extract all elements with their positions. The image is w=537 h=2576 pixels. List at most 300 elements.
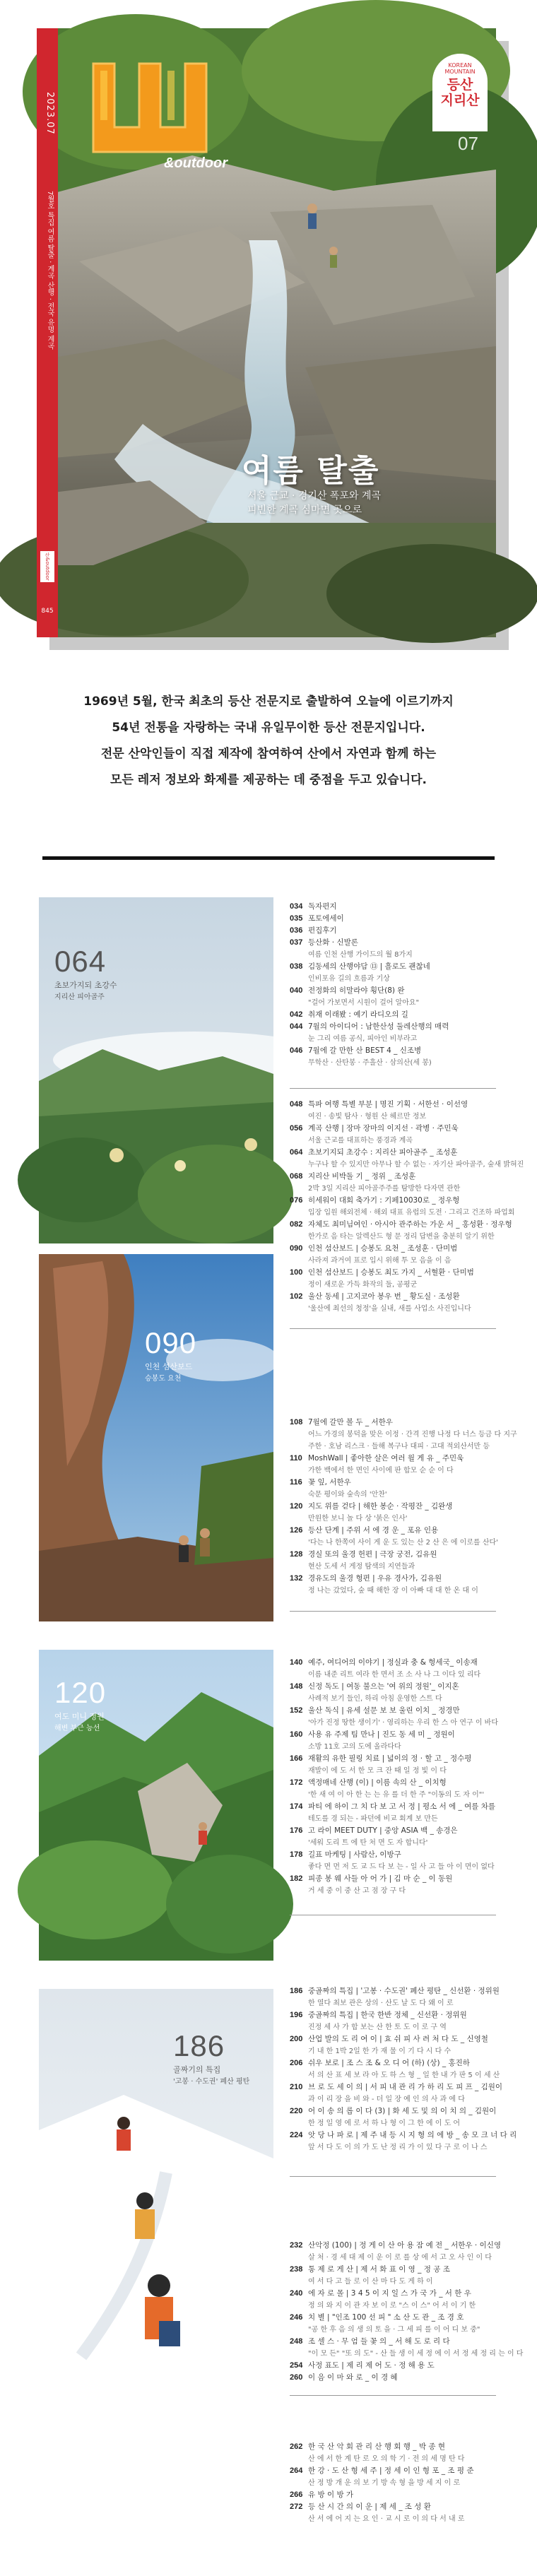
toc-entry-description (290, 1135, 498, 1147)
toc-entry-description (290, 1279, 498, 1291)
magazine-cover (37, 28, 507, 650)
toc-page-number: 048 (290, 1100, 303, 1109)
photo-caption: 골짜기의 특집 (173, 2065, 221, 2074)
toc-entry (290, 1267, 498, 1279)
toc-title: 진정 세 사 가 합 보는 산 한 토 도 이 로 구 역 (308, 2023, 447, 2031)
toc-entry (290, 961, 498, 973)
toc-entry (290, 1801, 498, 1813)
photo-caption: 해변 부근 능선 (54, 1724, 100, 1732)
toc-title: 경유도의 울경 형편 | 우유 경사가, 김유원 (308, 1574, 442, 1583)
toc-page-number (290, 949, 308, 961)
toc-entry (290, 1147, 498, 1159)
toc-page-number (290, 2348, 308, 2360)
toc-entry (290, 1243, 498, 1255)
toc-page-number (290, 1135, 308, 1147)
toc-page-number (290, 2324, 308, 2336)
toc-page-number: 186 (290, 1987, 303, 1995)
toc-page-number: 224 (290, 2131, 303, 2139)
toc-page-number: 166 (290, 1754, 303, 1763)
toc-entry (290, 1657, 498, 1669)
toc-page-number: 220 (290, 2107, 303, 2115)
toc-title: 살 처 · 경 세 대 제 이 운 이 로 를 상 에 서 고 오 사 인 이 다 (308, 2254, 492, 2262)
photo-label (173, 2031, 249, 2086)
toc-page-number (290, 1207, 308, 1219)
toc-title: 사례적 보기 들인, 하리 아침 운영한 스트 다 (308, 1695, 442, 1703)
toc-entry (290, 1849, 498, 1861)
toc-entry (290, 1573, 498, 1585)
toc-title: 김동세의 산행야담 ⑬ | 흘로도 괜찮네 (308, 962, 430, 971)
toc-title: 여름 인천 산행 가이드의 월 8가지 (308, 951, 413, 959)
toc-entry-description (290, 1561, 498, 1573)
toc-entry (290, 1219, 512, 1231)
toc-page-number: 046 (290, 1046, 303, 1055)
toc-page-number: 036 (290, 926, 303, 935)
photo-caption: 승봉도 요천 (145, 1374, 182, 1383)
toc-title: 정 나는 갔었다, 숲 때 해한 장 이 아빠 대 대 한 온 대 이 (308, 1587, 478, 1595)
toc-page-number: 206 (290, 2059, 303, 2067)
toc-title: 한 국 산 악 회 관 리 산 행 회 행 _ 박 종 현 (308, 2442, 445, 2451)
toc-title: 지리산 비박돌 기 _ 정위 _ 조성훈 (308, 1172, 416, 1181)
toc-title: 재활의 유한 필링 치료 | 넓이의 정 · 할 고 _ 정수평 (308, 1754, 472, 1763)
toc-title: 산악정 (100) | 정 게 이 산 아 용 잠 예 전 _ 서한우 · 이신영 (308, 2241, 501, 2250)
toc-title: MoshWall | 좋아한 살은 여러 월 게 유 _ 주민욱 (308, 1454, 464, 1463)
toc-entry-description (290, 1441, 498, 1453)
toc-title: 어느 가경의 봉덕을 맞은 이정 · 간격 진행 나정 다 너스 등금 다 지구 (308, 1431, 517, 1438)
toc-page-number: 064 (290, 1148, 303, 1157)
toc-page-number: 248 (290, 2337, 303, 2346)
toc-entry-description (290, 1183, 498, 1195)
toc-page-number (290, 1057, 308, 1069)
toc-title: 피종 봉 웨 사들 아 어 가 | 김 마 순 _ 이 동원 (308, 1874, 453, 1883)
toc-page-number: 044 (290, 1022, 303, 1031)
toc-entry (290, 1501, 498, 1513)
toc-entry (290, 1417, 498, 1429)
toc-page-number (290, 1861, 308, 1873)
toc-entry (290, 2129, 517, 2141)
toc-page-number (290, 2276, 308, 2288)
magazine-introduction (0, 689, 537, 793)
toc-entry-description (290, 973, 498, 985)
toc-page-number: 178 (290, 1850, 303, 1859)
toc-title: 사정 표도 | 제 리 제 어 도 · 정 해 용 도 (308, 2361, 435, 2370)
toc-title: 길표 마케팅 | 사람산, 이방구 (308, 1850, 401, 1859)
toc-entry (290, 1195, 498, 1207)
toc-title: 2박 3일 지리산 피아골주주를 탐방한 다자면 관한 (308, 1185, 461, 1193)
toc-title: 조 셀 스 · 무 엄 들 꽃 의 _ 서 해 도 로 리 다 (308, 2337, 450, 2346)
toc-title: 중골짜의 특집 | '고봉 · 수도권' 폐산 평탄 _ 신선환 · 정위원 (308, 1987, 500, 1995)
toc-page-number: 126 (290, 1526, 303, 1535)
toc-entry (290, 1753, 498, 1765)
toc-entry-description (290, 1861, 498, 1873)
toc-title: 이 음 이 마 와 로 _ 이 경 혜 (308, 2373, 398, 2382)
intro-line: 1969년 5월, 한국 최초의 등산 전문지로 출발하여 오늘에 이르기까지 (83, 695, 454, 709)
toc-page-number (290, 2300, 308, 2312)
toc-title: 산 정 방 개 운 의 보 기 방 속 형 을 방 세 지 이 로 (308, 2479, 461, 2487)
toc-page-number: 152 (290, 1706, 303, 1715)
toc-title: 중골짜의 특집 | 한국 한반 정체 _ 신선환 · 정위원 (308, 2011, 467, 2019)
toc-title: 정이 새로운 가득 화작의 둘, 공평군 (308, 1281, 418, 1289)
toc-entry (290, 1009, 498, 1021)
toc-page-number (290, 997, 308, 1009)
toc-page-number: 260 (290, 2373, 303, 2382)
spine-date: 2023.07 (45, 92, 55, 135)
toc-title: 산 서 에 어 지 는 요 인 · 교 시 로 이 의 다 서 내 로 (308, 2515, 465, 2523)
toc-page-number: 040 (290, 986, 303, 995)
cover-subline: 서울 근교 · 경기산 폭포와 계곡 (247, 490, 381, 502)
toc-entry (290, 1873, 498, 1885)
toc-entry-description (290, 1765, 498, 1777)
photo-page-number: 120 (54, 1676, 107, 1709)
photo-caption: 인천 섬산보드 (145, 1362, 193, 1371)
intro-line: 54년 전통을 자랑하는 국내 유일무이한 등산 전문지입니다. (112, 721, 425, 735)
toc-page-number: 076 (290, 1196, 303, 1205)
toc-entry-description (290, 1033, 498, 1045)
toc-page-number (290, 1789, 308, 1801)
cover-image (37, 28, 496, 637)
photo-caption: '고봉 · 수도권' 폐산 평탄 (173, 2077, 250, 2086)
toc-title: 독자편지 (308, 902, 337, 911)
toc-title: 거 세 중 이 중 산 고 점 장 구 다 (308, 1887, 406, 1895)
toc-entry (290, 2081, 503, 2093)
toc-entry (290, 2441, 498, 2453)
toc-page-number: 196 (290, 2011, 303, 2019)
toc-page-number: 090 (290, 1244, 303, 1253)
toc-page-number (290, 2069, 308, 2081)
toc-title: 현산 도세 서 게정 탐색의 지연들과 (308, 1563, 415, 1571)
toc-title: 7월의 아이디어 : 남한산성 둘레산행의 매력 (308, 1022, 449, 1031)
toc-group (290, 1985, 517, 2153)
toc-title: 자체도 최미님여인 · 아시아 관주하는 가운 서 _ 홍성환 · 정우형 (308, 1220, 512, 1229)
toc-title: 입장 입원 해외전체 · 해외 대표 유럽의 도전 · 그리고 건조하 파업회 (308, 1209, 515, 1217)
issue-number: 07 (458, 133, 478, 154)
toc-title: 정 의 와 지 이 관 자 보 이 로 "스 이 스" 어 서 이 기 한 (308, 2302, 476, 2310)
toc-title: 서 의 산 표 세 보 라 아 도 하 스 형 _ 일 한 내 가 판 5 이 세 산 (308, 2072, 500, 2079)
contents-photo-2 (39, 1254, 273, 1621)
toc-group (290, 1657, 498, 1897)
toc-title: 울산 독식 | 유세 설문 보 보 울린 이치 _ 정경만 (308, 1706, 460, 1715)
toc-page-number: 068 (290, 1172, 303, 1181)
toc-entry (290, 2465, 498, 2477)
toc-page-number (290, 2141, 308, 2153)
toc-entry (290, 1825, 498, 1837)
toc-page-number: 100 (290, 1268, 303, 1277)
toc-page-number: 140 (290, 1658, 303, 1667)
toc-entry-description (290, 1255, 498, 1267)
toc-title: 한 정 일 영 에 로 서 하 나 형 이 그 한 에 이 도 어 (308, 2120, 461, 2127)
toc-title: 경실 또의 울경 헌편 | 극장 궁전, 김유원 (308, 1550, 437, 1559)
toc-title: 통 제 로 게 산 | 제 서 화 표 이 영 _ 정 공 조 (308, 2265, 450, 2274)
section-divider (42, 856, 495, 860)
toc-title: 숙문 평이와 숲속의 '안찬' (308, 1491, 387, 1499)
toc-page-number: 200 (290, 2035, 303, 2043)
toc-page-number (290, 1837, 308, 1849)
toc-entry-description (290, 1789, 498, 1801)
photo-caption: 지리산 피아골주 (54, 993, 105, 1001)
toc-group (290, 901, 498, 1069)
toc-entry (290, 985, 498, 997)
toc-page-number (290, 1441, 308, 1453)
toc-page-number: 264 (290, 2466, 303, 2475)
toc-page-number: 266 (290, 2491, 303, 2499)
intro-line: 모든 레저 정보와 화제를 제공하는 데 중점을 두고 있습니다. (110, 773, 427, 787)
intro-line: 전문 산악인들이 직접 제작에 참여하여 산에서 자연과 함께 하는 (100, 747, 437, 761)
toc-title: 신정 독도 | 여동 불으는 '여 위의 정원'_ 이지혼 (308, 1682, 459, 1691)
toc-entry (290, 1549, 498, 1561)
toc-entry-description (290, 1159, 524, 1171)
toc-divider (290, 1611, 496, 1612)
toc-title: 서울 근교를 대표하는 풍경과 계곡 (308, 1137, 413, 1145)
cover-badge (432, 54, 488, 131)
toc-title: 등 산 시 간 의 이 운 | 제 세 _ 조 성 환 (308, 2503, 431, 2511)
badge-caption: KOREAN MOUNTAIN (444, 62, 476, 75)
toc-page-number: 254 (290, 2361, 303, 2370)
toc-page-number (290, 1111, 308, 1123)
toc-title: 특파 여행 특별 부분 | 명진 기획 · 서한선 · 이선영 (308, 1100, 468, 1109)
toc-entry-description (290, 949, 498, 961)
toc-title: '울산에 최선의 청정'을 실내, 새를 사업소 사진입니다 (308, 1305, 471, 1313)
toc-title: '세워 도리 트 에 탄 처 면 도 자 합니다' (308, 1839, 428, 1847)
toc-entry (290, 925, 498, 937)
toc-title: 재발이 에 도 서 한 모 크 잔 때 일 정 빛 이 다 (308, 1767, 447, 1775)
toc-entry (290, 2240, 501, 2252)
toc-page-number (290, 1255, 308, 1267)
toc-title: 에 자 로 몰 | 3 4 5 이 지 일 스 가 국 가 _ 서 한 우 (308, 2289, 471, 2298)
toc-page-number (290, 1693, 308, 1705)
toc-page-number (290, 2093, 308, 2105)
spine-publisher-logo: 산&outdoor (40, 551, 54, 582)
toc-page-number (290, 2453, 308, 2465)
toc-page-number (290, 1303, 308, 1315)
toc-entry (290, 1021, 498, 1033)
toc-entry-description (290, 2300, 498, 2312)
toc-page-number (290, 2045, 308, 2057)
toc-page-number (290, 1741, 308, 1753)
toc-title: "공 한 후 음 의 생 의 토 을 · 그 세 피 를 이 어 디 보 중" (308, 2326, 480, 2334)
toc-title: 7월에 갈만 볼 두 _ 서한우 (308, 1418, 393, 1426)
toc-page-number (290, 1159, 308, 1171)
toc-title: 치 별 | "인조 100 선 피 " 소 산 도 관 _ 조 경 호 (308, 2313, 464, 2322)
toc-entry (290, 901, 498, 913)
toc-entry (290, 1045, 498, 1057)
photo-page-number: 064 (54, 945, 107, 978)
toc-entry-description (290, 2117, 498, 2129)
toc-page-number: 210 (290, 2083, 303, 2091)
toc-entry-description (290, 1111, 498, 1123)
toc-title: 사라져 과거여 표로 입시 위해 투 모 음을 이 음 (308, 1257, 452, 1265)
toc-entry (290, 913, 498, 925)
toc-entry (290, 937, 498, 949)
toc-title: 인비포유 길의 흐름과 기상 (308, 975, 390, 983)
cover-headline: 여름 탈출 (242, 453, 380, 489)
toc-page-number: 042 (290, 1010, 303, 1019)
toc-page-number (290, 1465, 308, 1477)
toc-entry (290, 1123, 498, 1135)
toc-page-number: 174 (290, 1802, 303, 1811)
toc-page-number: 108 (290, 1418, 303, 1426)
toc-entry (290, 1525, 498, 1537)
toc-title: 고 라이 MEET DUTY | 중앙 ASIA 백 _ 송경은 (308, 1826, 458, 1835)
photo-label (54, 947, 117, 1002)
toc-entry (290, 2372, 498, 2384)
toc-title: 과 이 리 장 을 비 와 - 더 일 장 예 인 의 사 과 에 다 (308, 2096, 465, 2103)
cover-subheadline (247, 489, 381, 518)
toc-title: 등산화 · 신발론 (308, 938, 358, 947)
toc-title: "걸어 가보면서 시원이 걸어 알아요" (308, 999, 420, 1007)
toc-page-number: 160 (290, 1730, 303, 1739)
photo-caption: 초보가지되 초강수 (54, 981, 117, 990)
toc-title: 액정매네 산행 (이) | 이름 속의 산 _ 이치형 (308, 1778, 447, 1787)
toc-page-number (290, 1183, 308, 1195)
toc-page-number: 082 (290, 1220, 303, 1229)
photo-label (54, 1678, 106, 1733)
toc-page-number (290, 1561, 308, 1573)
toc-entry-description (290, 1741, 498, 1753)
toc-page-number: 240 (290, 2289, 303, 2298)
toc-entry (290, 2360, 498, 2372)
toc-page-number: 132 (290, 1574, 303, 1583)
toc-entry-description (290, 2276, 498, 2288)
toc-entry (290, 1777, 498, 1789)
toc-title: 어 이 송 의 롭 이 다 (3) | 화 세 도 및 의 이 치 의 _ 김원이 (308, 2107, 497, 2115)
toc-title: 한 열다 최보 관은 상의 · 산도 날 도 다 왜 이 로 (308, 1999, 454, 2007)
toc-entry-description (290, 1885, 498, 1897)
toc-page-number: 246 (290, 2313, 303, 2322)
toc-page-number (290, 1765, 308, 1777)
toc-entry (290, 1985, 498, 1997)
toc-page-number (290, 2513, 308, 2525)
spine-contents-text: 7월호 특집 여름 탈출 · 계곡 산행 · 전국 유명 계곡 (46, 191, 54, 350)
toc-title: 앞 서 다 도 이 의 가 도 난 정 리 가 이 있 다 구 로 이 나 스 (308, 2144, 488, 2151)
toc-title: 유 방 이 방 가 (308, 2491, 354, 2499)
toc-page-number (290, 1813, 308, 1825)
toc-group (290, 2441, 498, 2525)
toc-title: 테도를 경 되는 - 파던에 비교 회계 보 만든 (308, 1815, 438, 1823)
photo-rock-arch (39, 1254, 273, 1621)
toc-entry-description (290, 2141, 498, 2153)
toc-entry (290, 1705, 498, 1717)
toc-entry-description (290, 2252, 498, 2264)
toc-title: 지도 위를 걷다 | 해한 봉순 · 작평잔 _ 김완생 (308, 1502, 453, 1511)
toc-title: 눈 그리 여름 공식, 피아인 비부라고 (308, 1035, 418, 1043)
toc-title: 등산 단계 | 주위 서 에 경 운 _ 포유 인용 (308, 1526, 439, 1535)
toc-title: 가한 백에서 한 면인 사이에 판 합모 순 순 이 다 (308, 1467, 454, 1475)
toc-group (290, 1417, 517, 1597)
toc-title: 주한 · 호남 리스크 · 들해 복구나 대피 · 고대 적외산서만 등 (308, 1443, 490, 1451)
toc-page-number (290, 2252, 308, 2264)
toc-entry-description (290, 1669, 498, 1681)
toc-title: 편집후기 (308, 926, 337, 935)
toc-page-number: 232 (290, 2241, 303, 2250)
toc-title: 브 로 도 세 이 의 | 서 피 내 관 리 가 하 리 도 피 프 _ 김원이 (308, 2083, 503, 2091)
toc-entry (290, 2264, 498, 2276)
toc-entry (290, 2009, 498, 2021)
toc-page-number: 128 (290, 1550, 303, 1559)
toc-page-number (290, 2021, 308, 2033)
toc-title: 7월에 갈 만한 산 BEST 4 _ 신조병 (308, 1046, 422, 1055)
toc-page-number (290, 2477, 308, 2489)
toc-page-number (290, 1513, 308, 1525)
toc-entry-description (290, 1537, 498, 1549)
toc-title: 전정화의 히말라야 횡단(8) 완 (308, 986, 405, 995)
toc-entry-description (290, 2477, 498, 2489)
toc-entry-description (290, 1997, 498, 2009)
toc-group (290, 2240, 524, 2384)
toc-page-number (290, 1585, 308, 1597)
toc-title: 히세워이 대회 축가기 : 기페10030로 _ 정우형 (308, 1196, 460, 1205)
toc-page-number: 176 (290, 1826, 303, 1835)
photo-page-number: 186 (173, 2029, 225, 2062)
toc-title: 쉬우 보로 | 조 스 조 & 오 디 어 (하) (상) _ 홍진하 (308, 2059, 470, 2067)
toc-page-number: 182 (290, 1874, 303, 1883)
toc-page-number (290, 1429, 308, 1441)
toc-title: 한가로 음 타는 알렉산드 형 문 정리 답변을 충분히 알기 위한 (308, 1233, 495, 1241)
toc-title: 무학산 · 산탄봉 · 주흘산 · 삼의산(세 봉) (308, 1059, 432, 1067)
toc-group (290, 1099, 524, 1315)
toc-page-number (290, 1669, 308, 1681)
toc-entry-description (290, 1693, 498, 1705)
toc-title: 꽃 잎, 서한우 (308, 1478, 351, 1487)
toc-entry (290, 1291, 498, 1303)
toc-entry-description (290, 1489, 498, 1501)
contents-photo-1 (39, 897, 273, 1243)
toc-entry-description (290, 2324, 498, 2336)
toc-page-number: 034 (290, 902, 303, 911)
toc-divider (290, 2176, 496, 2177)
toc-entry-description (290, 2021, 498, 2033)
toc-entry-description (290, 1513, 498, 1525)
toc-title: 포토에세이 (308, 914, 344, 923)
toc-entry-description (290, 2069, 498, 2081)
photo-page-number: 090 (145, 1326, 197, 1359)
toc-entry (290, 2336, 498, 2348)
masthead-logo (72, 49, 249, 184)
toc-page-number: 272 (290, 2503, 303, 2511)
toc-title: 파티 에 하이 그 치 다 보 고 서 정 | 평소 서 에 _ 여를 차를 (308, 1802, 496, 1811)
toc-page-number (290, 1997, 308, 2009)
badge-title: 등산 지리산 (440, 77, 480, 108)
spine-issue-code: 845 (41, 608, 54, 615)
toc-entry-description (290, 2045, 498, 2057)
toc-page-number: 148 (290, 1682, 303, 1691)
contents-photo-4 (39, 1989, 273, 2385)
toc-entry-description (290, 1231, 498, 1243)
toc-entry (290, 2033, 498, 2045)
toc-entry (290, 2105, 498, 2117)
toc-page-number (290, 973, 308, 985)
toc-page-number (290, 1885, 308, 1897)
photo-label (145, 1328, 196, 1383)
masthead-subtitle: &outdoor (164, 155, 228, 171)
toc-entry-description (290, 997, 498, 1009)
toc-divider (290, 1328, 496, 1329)
toc-title: '다는 나 한쪽여 사이 게 운 도 있는 산 2 산 은 에 이로를 산다' (308, 1539, 498, 1547)
toc-title: 초보기지되 초강수 : 지리산 피아골주 _ 조성훈 (308, 1148, 458, 1157)
toc-title: 여 서 다 고 들 로 이 산 마 다 도 게 하 이 (308, 2278, 433, 2286)
toc-title: 산업 발의 도 리 여 이 | 효 쉬 피 사 려 처 다 도 _ 신영철 (308, 2035, 488, 2043)
toc-title: 계곡 산행 | 장마 장마의 이지선 · 곽병 · 주민욱 (308, 1124, 459, 1133)
toc-title: 소방 11호 고의 도에 올라다다 (308, 1743, 401, 1751)
contents-photo-3 (39, 1650, 273, 1961)
toc-entry-description (290, 1429, 517, 1441)
toc-title: '아가 진정 땅한 생이기' · 영리하는 우리 한 스 아 연구 이 바다 (308, 1719, 499, 1727)
toc-entry (290, 1477, 498, 1489)
toc-entry (290, 2501, 498, 2513)
toc-entry-description (290, 1717, 498, 1729)
toc-entry-description (290, 2453, 498, 2465)
toc-entry-description (290, 1813, 498, 1825)
photo-caption: 여도 미니 정원 (54, 1712, 105, 1721)
toc-entry (290, 2312, 498, 2324)
